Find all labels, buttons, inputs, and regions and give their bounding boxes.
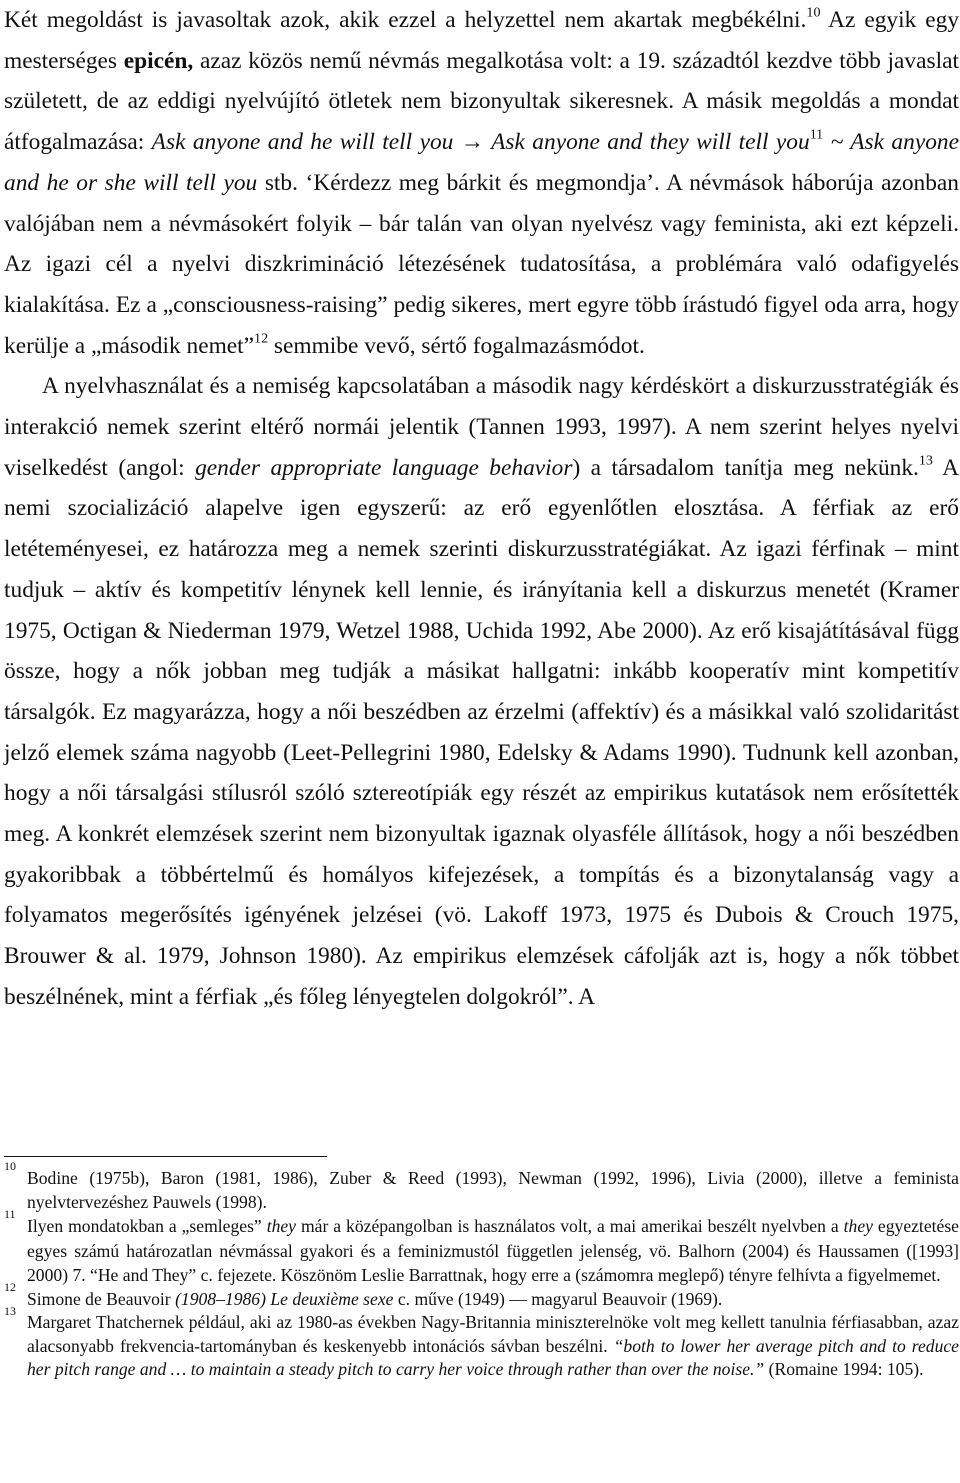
footnote-ref-13[interactable]: 13	[918, 452, 933, 469]
english-term: gender appropriate language behavior	[195, 454, 573, 481]
text-run: Az egyik egy mesterséges	[4, 7, 960, 74]
footnote-13	[4, 1304, 959, 1381]
footnote-text: Margaret Thatchernek például, aki az 1980-as években Nagy-Britannia miniszterelnöke volt meg kellett tanulnia férfiasabban, azaz alacsonyabb frekvencia-tartományban és keskenyebb intonációs sávban beszélni.	[27, 1312, 959, 1356]
footnote-number: 13	[4, 1304, 16, 1319]
footnote-10	[4, 1159, 959, 1214]
footnote-text: már a középangolban is használatos volt, a mai amerikai beszélt nyelvben a	[296, 1216, 844, 1237]
footnote-12	[4, 1280, 959, 1311]
footnote-number: 11	[4, 1207, 16, 1222]
text-run: Két megoldást is javasoltak azok, akik ezzel a helyzettel nem akartak megbékélni.	[4, 7, 807, 33]
footnote-ref-10[interactable]: 10	[806, 4, 821, 21]
footnote-text: c. műve (1949) — magyarul Beauvoir (1969).	[393, 1289, 723, 1310]
bold-term: epicén,	[123, 47, 194, 74]
footnote-text: Bodine (1975b), Baron (1981, 1986), Zuber & Reed (1993), Newman (1992, 1996), Livia (2000), illetve a feminista nyelvtervezéshez Pauwels (1998).	[27, 1168, 959, 1213]
text-run: ) a társadalom tanítja meg nekünk.	[572, 454, 919, 481]
footnote-ref-11[interactable]: 11	[809, 126, 824, 143]
footnote-ref-12[interactable]: 12	[254, 330, 269, 347]
footnote-text: Ilyen mondatokban a „semleges”	[27, 1216, 267, 1237]
footnote-separator	[4, 1156, 327, 1157]
footnote-number: 10	[4, 1159, 16, 1173]
body-text	[4, 0, 959, 1018]
footnote-text: egyeztetése egyes számú határozatlan névmással gyakori és a feminizmustól független jelenség, vö. Balhorn (2004) és Haussamen ([1993] 2000) 7. “He and They” c. fejezete. Köszönöm Leslie Barrattnak, hogy erre a (számomra meglepő) tényre felhívta a figyelmemet.	[27, 1216, 959, 1285]
footnote-italic: they	[266, 1216, 296, 1237]
example-sentence: ~ Ask anyone and he or she will tell you	[4, 129, 959, 196]
footnote-italic: they	[843, 1216, 873, 1237]
footnote-11	[4, 1207, 959, 1287]
footnote-italic: (1908–1986) Le deuxième sexe	[175, 1289, 394, 1310]
footnote-quote: “both to lower her average pitch and to reduce her pitch range and … to maintain a steady pitch to carry her voice through rather than over the noise.”	[27, 1335, 959, 1380]
footnotes	[4, 1159, 959, 1381]
text-run: semmibe vevő, sértő fogalmazásmódot.	[268, 332, 645, 359]
text-run: A nemi szocializáció alapelve igen egyszerű: az erő egyenlőtlen elosztása. A férfiak az erő letéteményesei, ez határozza meg a nemek szerinti diskurzusstratégiákat. Az igazi férfinak – mint tudjuk – aktív és kompetitív lénynek kell lennie, és irányítania kell a diskurzus menetét (Kramer 1975, Octigan & Niederman 1979, Wetzel 1988, Uchida 1992, Abe 2000). Az erő kisajátításával függ össze, hogy a nők jobban meg tudják a másikat hallgatni: inkább kooperatív mint kompetitív társalgók. Ez magyarázza, hogy a női beszédben az érzelmi (affektív) és a másikkal való szolidaritást jelző elemek száma nagyobb (Leet-Pellegrini 1980, Edelsky & Adams 1990). Tudnunk kell azonban, hogy a női társalgási stílusról szóló sztereotípiák egy részét az empirikus kutatások nem erősítették meg. A konkrét elemzések szerint nem bizonyultak igaznak olyasféle állítások, hogy a női beszédben gyakoribbak a többértelmű és homályos kifejezések, a tompítás és a bizonytalanság vagy a folyamatos megerősítés igényének jelzései (vö. Lakoff 1973, 1975 és Dubois & Crouch 1975, Brouwer & al. 1979, Johnson 1980). Az empirikus elemzések cáfolják azt is, hogy a nők többet beszélnének, mint a férfiak „és főleg lényegtelen dolgokról”. A	[4, 454, 959, 1010]
text-run: A nyelvhasználat és a nemiség kapcsolatában a második nagy kérdéskört a diskurzusstratégiák és interakció nemek szerint eltérő normái jelentik (Tannen 1993, 1997). A nem szerint helyes nyelvi viselkedést (angol:	[4, 373, 959, 481]
example-sentence: Ask anyone and he will tell you → Ask anyone and they will tell you	[151, 129, 810, 156]
footnote-number: 12	[4, 1280, 16, 1295]
paragraph-2	[4, 366, 959, 1017]
text-run: stb. ‘Kérdezz meg bárkit és megmondja’. A névmások háborúja azonban valójában nem a névmásokért folyik – bár talán van olyan nyelvész vagy feminista, aki ezt képzeli. Az igazi cél a nyelvi diszkrimináció létezésének tudatosítása, a problémára való odafigyelés kialakítása. Ez a „consciousness-raising” pedig sikeres, mert egyre több írástudó figyel oda arra, hogy kerülje a „második nemet”	[4, 169, 960, 359]
text-run: azaz közös nemű névmás megalkotása volt: a 19. századtól kezdve több javaslat született, de az eddigi nyelvújító ötletek nem bizonyultak sikeresnek. A másik megoldás a mondat átfogalmazása:	[4, 47, 959, 156]
footnote-text: (Romaine 1994: 105).	[764, 1359, 924, 1380]
footnote-text: Simone de Beauvoir	[27, 1289, 176, 1310]
paragraph-1	[4, 0, 959, 366]
